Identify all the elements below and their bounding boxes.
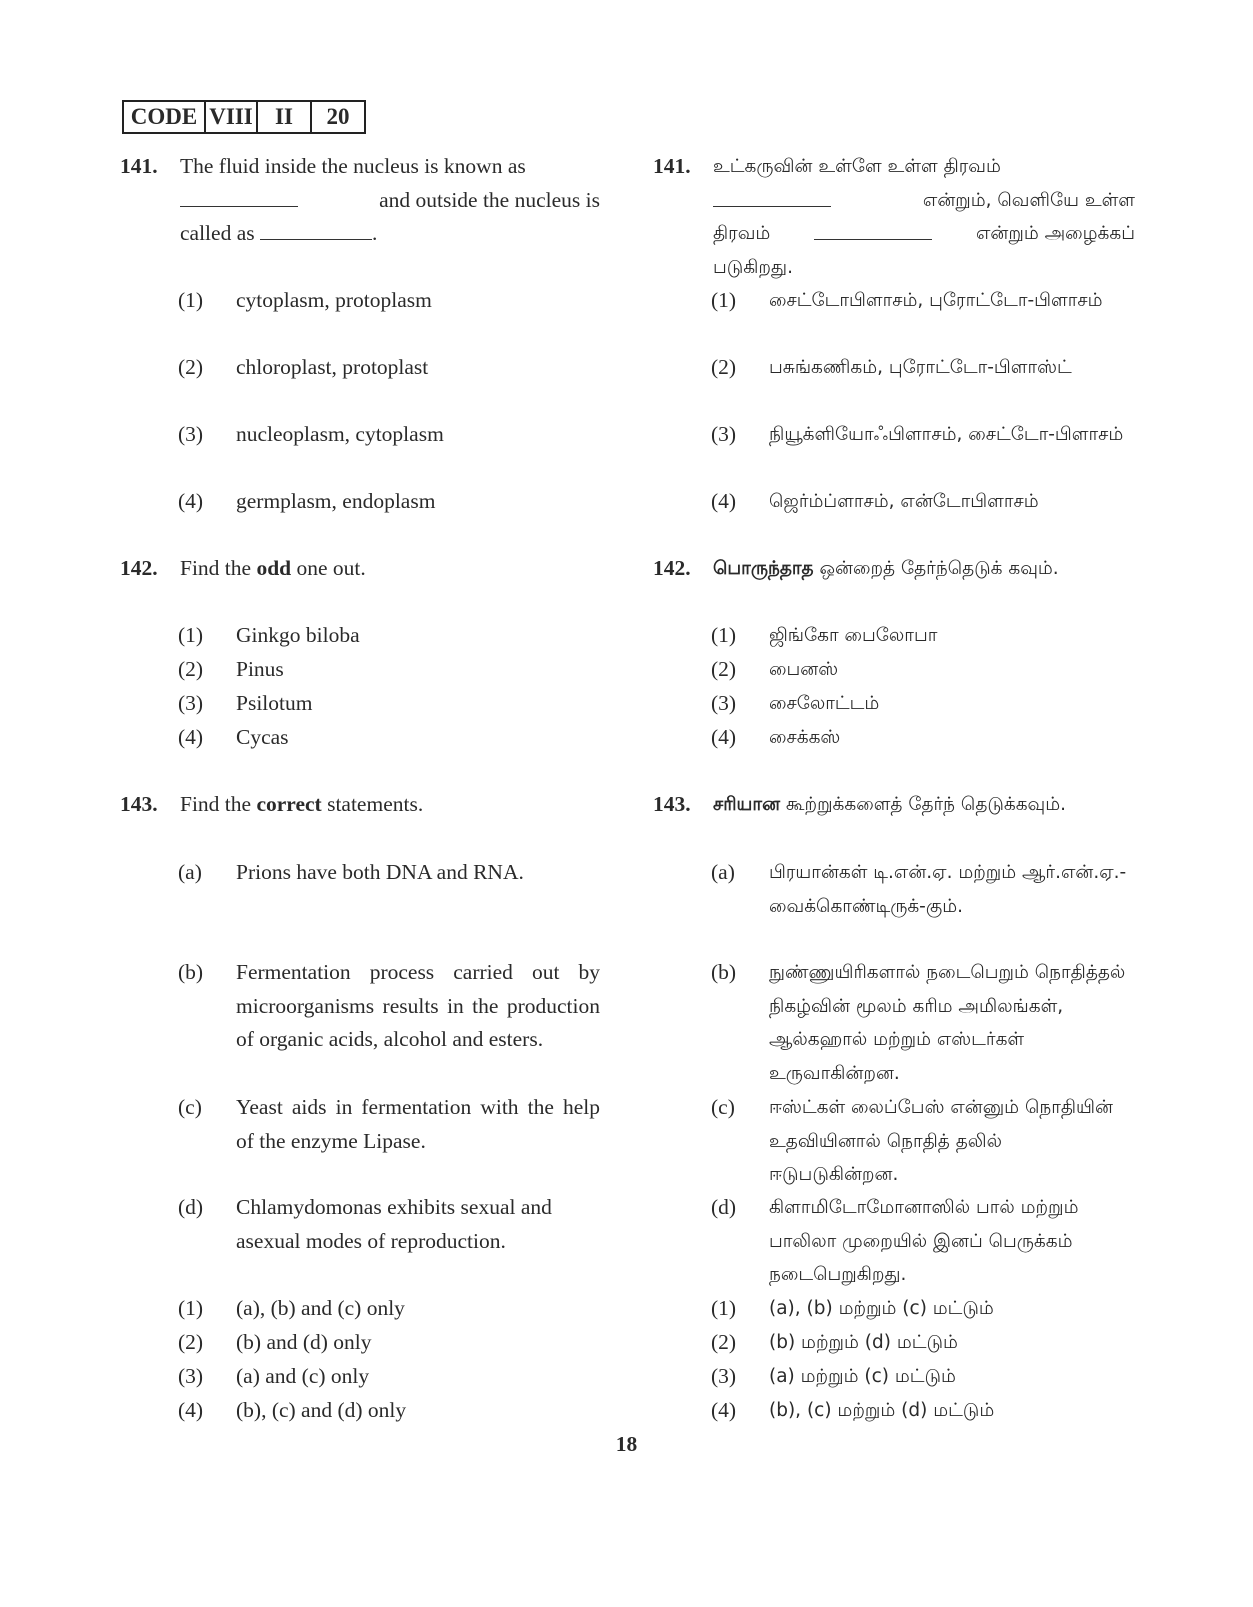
question-line: .	[372, 221, 378, 245]
option-text: Ginkgo biloba	[236, 623, 360, 647]
statement	[711, 1091, 1135, 1192]
answer-blank	[713, 184, 831, 207]
statement-label: (d)	[178, 1195, 204, 1219]
question-142-ta	[653, 552, 1135, 586]
statement	[178, 1191, 600, 1258]
option-text: சைக்கஸ்	[769, 727, 841, 748]
option-text: (b), (c) மற்றும் (d) மட்டும்	[769, 1400, 995, 1421]
question-text-part: Find the	[180, 556, 252, 580]
statement-label: (c)	[178, 1095, 202, 1119]
question-text	[180, 788, 600, 822]
question-line: என்றும் அழைக்கப்	[976, 223, 1135, 244]
question-text-part: statements.	[327, 792, 424, 816]
question-text	[713, 788, 1135, 822]
option[interactable]	[711, 1360, 1135, 1394]
code-part: II	[258, 102, 312, 132]
question-number: 142.	[120, 556, 158, 580]
question-line: The fluid inside the nucleus is known as	[180, 154, 526, 178]
question-line: called as	[180, 221, 255, 245]
option-text: Cycas	[236, 725, 289, 749]
question-text	[180, 150, 600, 251]
option-text: (b), (c) and (d) only	[236, 1398, 407, 1422]
question-line: திரவம்	[713, 223, 771, 244]
statement-label: (a)	[178, 860, 202, 884]
statement	[711, 1191, 1135, 1292]
option-label: (3)	[711, 422, 737, 446]
option[interactable]	[711, 284, 1135, 318]
statement-label: (c)	[711, 1095, 735, 1119]
option[interactable]	[711, 619, 1135, 653]
question-text-part: Find the	[180, 792, 252, 816]
question-keyword: correct	[256, 792, 322, 816]
exam-code-box	[122, 100, 366, 134]
option-label: (1)	[178, 623, 204, 647]
question-line: என்றும், வெளியே உள்ள	[922, 189, 1135, 211]
option-label: (2)	[711, 355, 737, 379]
option-text: (a), (b) மற்றும் (c) மட்டும்	[769, 1298, 994, 1319]
option-label: (3)	[178, 691, 204, 715]
question-line: and outside the nucleus is	[379, 187, 600, 212]
statement	[178, 1091, 600, 1158]
option-text: பசுங்கணிகம், புரோட்டோ-பிளாஸ்ட்	[769, 357, 1072, 378]
option-text: சைலோட்டம்	[769, 693, 880, 714]
option-label: (3)	[711, 691, 737, 715]
option[interactable]	[711, 1326, 1135, 1360]
option-text: (a) and (c) only	[236, 1364, 370, 1388]
question-141-en	[120, 150, 600, 251]
option[interactable]	[711, 418, 1135, 452]
option[interactable]	[178, 284, 600, 318]
option[interactable]	[711, 687, 1135, 721]
code-label: CODE	[124, 102, 206, 132]
statement	[711, 956, 1135, 1090]
option-text: ஜெர்ம்ப்ளாசம், என்டோபிளாசம்	[769, 491, 1039, 512]
page-number: 18	[615, 1432, 638, 1456]
option-text: பைனஸ்	[769, 659, 839, 680]
option[interactable]	[711, 351, 1135, 385]
answer-blank	[814, 217, 932, 240]
option-label: (3)	[711, 1364, 737, 1388]
option[interactable]	[178, 418, 600, 452]
option-label: (1)	[178, 1296, 204, 1320]
question-keyword: பொருந்தாத	[713, 558, 814, 579]
code-number: 20	[326, 104, 350, 129]
option-text: நியூக்ளியோஃபிளாசம், சைட்டோ-பிளாசம்	[769, 424, 1124, 445]
option-text: germplasm, endoplasm	[236, 489, 436, 513]
statement-text: Fermentation process carried out by microorganisms results in the production of organic acids, alcohol and esters.	[236, 960, 600, 1051]
statement	[711, 856, 1135, 923]
option-label: (2)	[178, 657, 204, 681]
option-label: (2)	[711, 657, 737, 681]
option[interactable]	[178, 653, 600, 687]
option[interactable]	[711, 485, 1135, 519]
option[interactable]	[711, 1394, 1135, 1428]
option[interactable]	[178, 1326, 600, 1360]
option-text: (a) மற்றும் (c) மட்டும்	[769, 1366, 956, 1387]
statement	[178, 856, 600, 890]
option[interactable]	[178, 351, 600, 385]
question-143-ta	[653, 788, 1135, 822]
option-text: ஜிங்கோ பைலோபா	[769, 625, 938, 646]
option-text: Pinus	[236, 657, 284, 681]
option-label: (4)	[711, 489, 737, 513]
question-line: உட்கருவின் உள்ளே உள்ள திரவம்	[713, 156, 1001, 177]
question-text-part: கூற்றுக்களைத் தேர்ந் தெடுக்கவும்.	[785, 794, 1067, 815]
statement-label: (d)	[711, 1195, 737, 1219]
option[interactable]	[711, 653, 1135, 687]
option[interactable]	[178, 687, 600, 721]
question-141-ta	[653, 150, 1135, 284]
statement-text: ஈஸ்ட்கள் லைப்பேஸ் என்னும் நொதியின் உதவியினால் நொதித் தலில் ஈடுபடுகின்றன.	[769, 1097, 1113, 1185]
option-label: (4)	[711, 1398, 737, 1422]
question-number: 143.	[120, 792, 158, 816]
option[interactable]	[178, 485, 600, 519]
question-text	[713, 552, 1135, 586]
option-text: nucleoplasm, cytoplasm	[236, 422, 444, 446]
option-text: சைட்டோபிளாசம், புரோட்டோ-பிளாசம்	[769, 290, 1103, 311]
option-text: Psilotum	[236, 691, 313, 715]
option-label: (3)	[178, 422, 204, 446]
option-label: (4)	[711, 725, 737, 749]
statement-text: Prions have both DNA and RNA.	[236, 860, 524, 884]
statement-label: (a)	[711, 860, 735, 884]
option-text: (b) மற்றும் (d) மட்டும்	[769, 1332, 958, 1353]
option-label: (1)	[178, 288, 204, 312]
option-label: (1)	[711, 288, 737, 312]
answer-blank	[180, 184, 298, 207]
statement	[178, 956, 600, 1057]
option-label: (2)	[178, 1330, 204, 1354]
option-label: (1)	[711, 623, 737, 647]
option-label: (2)	[178, 355, 204, 379]
option-label: (4)	[178, 489, 204, 513]
option-text: (b) and (d) only	[236, 1330, 372, 1354]
question-line: படுகிறது.	[713, 256, 793, 278]
option[interactable]	[178, 619, 600, 653]
question-text-part: one out.	[296, 556, 366, 580]
question-text	[180, 552, 600, 586]
question-number: 142.	[653, 556, 691, 580]
option[interactable]	[178, 1360, 600, 1394]
statement-label: (b)	[178, 960, 204, 984]
question-text	[713, 150, 1135, 284]
question-142-en	[120, 552, 600, 586]
option[interactable]	[178, 721, 600, 755]
option-text: chloroplast, protoplast	[236, 355, 429, 379]
option[interactable]	[711, 1292, 1135, 1326]
statement-text: Chlamydomonas exhibits sexual and asexual modes of reproduction.	[236, 1195, 552, 1253]
statement-text: பிரயான்கள் டி.என்.ஏ. மற்றும் ஆர்.என்.ஏ.-வைக்கொண்டிருக்-கும்.	[769, 862, 1127, 917]
option-label: (4)	[178, 725, 204, 749]
option-text: (a), (b) and (c) only	[236, 1296, 405, 1320]
option-label: (1)	[711, 1296, 737, 1320]
question-number: 143.	[653, 792, 691, 816]
option[interactable]	[178, 1394, 600, 1428]
question-text-part: ஒன்றைத் தேர்ந்தெடுக் கவும்.	[819, 558, 1059, 579]
statement-text: நுண்ணுயிரிகளால் நடைபெறும் நொதித்தல் நிகழ்வின் மூலம் கரிம அமிலங்கள், ஆல்கஹால் மற்றும் எஸ்டர்கள் உருவாகின்றன.	[769, 962, 1126, 1084]
code-class: VIII	[206, 102, 258, 132]
question-keyword: சரியான	[713, 794, 781, 815]
option[interactable]	[711, 721, 1135, 755]
option[interactable]	[178, 1292, 600, 1326]
option-label: (2)	[711, 1330, 737, 1354]
question-143-en	[120, 788, 600, 822]
question-number: 141.	[653, 154, 691, 178]
answer-blank	[260, 217, 372, 240]
option-label: (4)	[178, 1398, 204, 1422]
question-keyword: odd	[256, 556, 292, 580]
statement-text: Yeast aids in fermentation with the help of the enzyme Lipase.	[236, 1095, 600, 1153]
option-label: (3)	[178, 1364, 204, 1388]
statement-text: கிளாமிடோமோனாஸில் பால் மற்றும் பாலிலா முறையில் இனப் பெருக்கம் நடைபெறுகிறது.	[769, 1197, 1079, 1285]
question-number: 141.	[120, 154, 158, 178]
statement-label: (b)	[711, 960, 737, 984]
option-text: cytoplasm, protoplasm	[236, 288, 432, 312]
